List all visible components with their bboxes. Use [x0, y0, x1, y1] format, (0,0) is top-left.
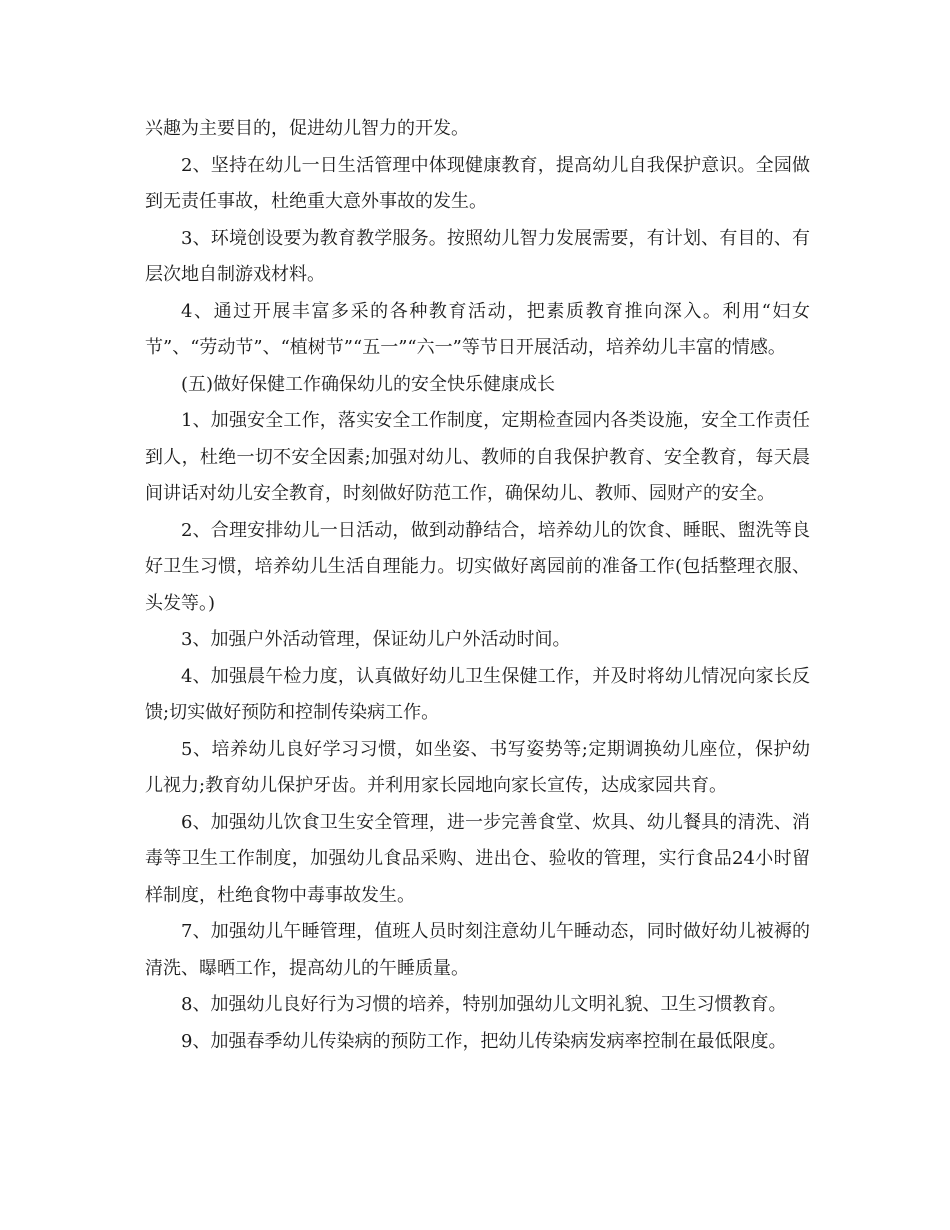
paragraph-item-2-health-education: 2、坚持在幼儿一日生活管理中体现健康教育，提高幼儿自我保护意识。全园做到无责任事故，杜绝重大意外事故的发生。 [145, 154, 810, 212]
paragraph-safety-3: 3、加强户外活动管理，保证幼儿户外活动时间。 [181, 629, 571, 650]
section-heading-5: (五)做好保健工作确保幼儿的安全快乐健康成长 [181, 373, 556, 395]
paragraph-safety-6: 6、加强幼儿饮食卫生安全管理，进一步完善食堂、炊具、幼儿餐具的清洗、消毒等卫生工作制度，加强幼儿食品采购、进出仓、验收的管理，实行食品24小时留样制度，杜绝食物中毒事故发生。 [145, 811, 810, 906]
paragraph-safety-8: 8、加强幼儿良好行为习惯的培养，特别加强幼儿文明礼貌、卫生习惯教育。 [181, 994, 787, 1015]
paragraph-safety-9: 9、加强春季幼儿传染病的预防工作，把幼儿传染病发病率控制在最低限度。 [181, 1030, 787, 1052]
paragraph-continuation: 兴趣为主要目的，促进幼儿智力的开发。 [145, 118, 469, 139]
paragraph-safety-1: 1、加强安全工作，落实安全工作制度，定期检查园内各类设施，安全工作责任到人，杜绝一切不安全因素;加强对幼儿、教师的自我保护教育、安全教育，每天晨间讲话对幼儿安全教育，时刻做好防范工作，确保幼儿、教师、园财产的安全。 [145, 410, 810, 504]
document-body [145, 111, 810, 1060]
paragraph-safety-4: 4、加强晨午检力度，认真做好幼儿卫生保健工作，并及时将幼儿情况向家长反馈;切实做好预防和控制传染病工作。 [145, 665, 810, 723]
paragraph-item-3-environment: 3、环境创设要为教育教学服务。按照幼儿智力发展需要，有计划、有目的、有层次地自制游戏材料。 [145, 227, 810, 285]
paragraph-safety-5: 5、培养幼儿良好学习习惯，如坐姿、书写姿势等;定期调换幼儿座位，保护幼儿视力;教育幼儿保护牙齿。并利用家长园地向家长宣传，达成家园共育。 [145, 738, 810, 796]
paragraph-safety-2: 2、合理安排幼儿一日活动，做到动静结合，培养幼儿的饮食、睡眠、盥洗等良好卫生习惯，培养幼儿生活自理能力。切实做好离园前的准备工作(包括整理衣服、头发等。) [145, 519, 810, 614]
paragraph-safety-7: 7、加强幼儿午睡管理，值班人员时刻注意幼儿午睡动态，同时做好幼儿被褥的清洗、曝晒工作，提高幼儿的午睡质量。 [145, 921, 810, 979]
paragraph-item-4-activities: 4、通过开展丰富多采的各种教育活动，把素质教育推向深入。利用“妇女节”、“劳动节”、“植树节”“五一”“六一”等节日开展活动，培养幼儿丰富的情感。 [145, 300, 810, 358]
